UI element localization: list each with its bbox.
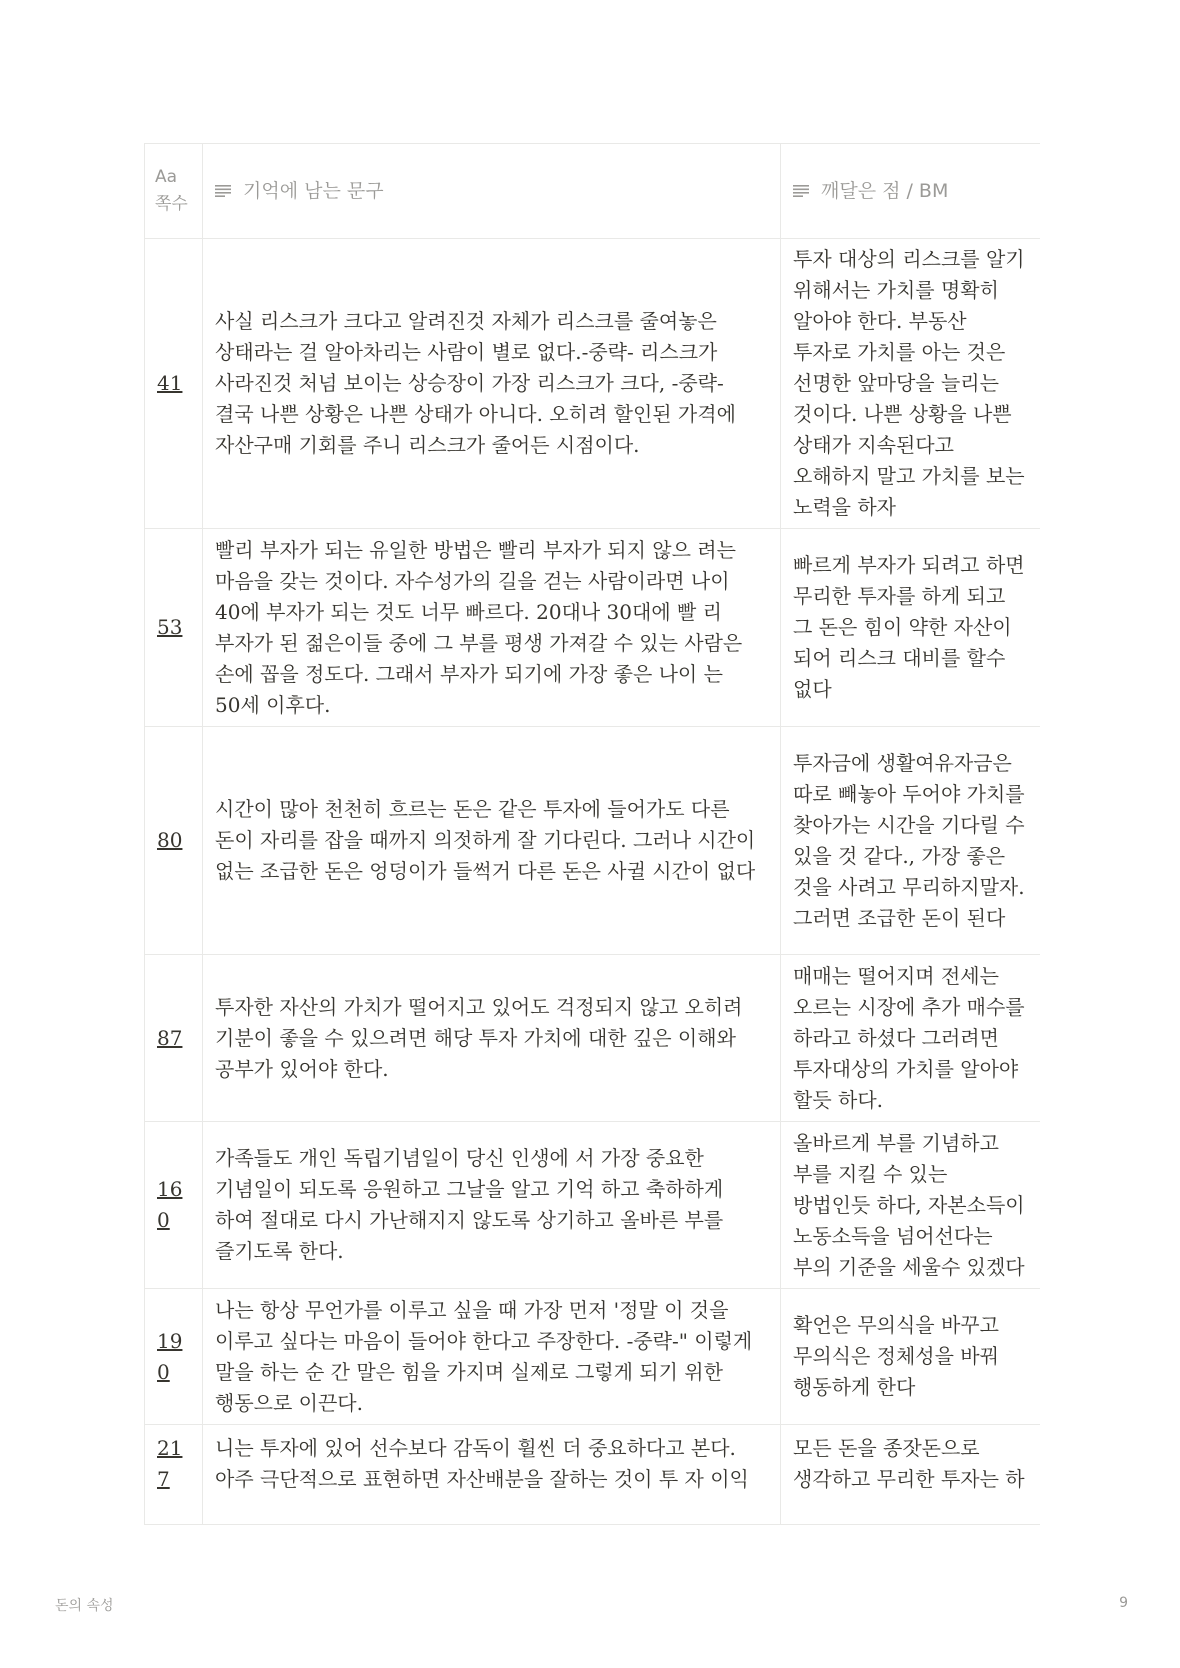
text-property-icon: Aa <box>155 167 178 187</box>
insight-cell[interactable]: 매매는 떨어지며 전세는 오르는 시장에 추가 매수를 하라고 하셨다 그러려면 투자대상의 가치를 알아야 할듯 하다. <box>781 955 1041 1122</box>
column-header-quote-label: 기억에 남는 문구 <box>243 179 384 202</box>
column-header-page-label: 쪽수 <box>155 194 188 214</box>
table-row[interactable] <box>145 1425 1041 1525</box>
notes-table <box>144 143 1040 1525</box>
column-header-insight-label: 깨달은 점 / BM <box>821 179 949 202</box>
insight-cell[interactable]: 올바르게 부를 기념하고 부를 지킬 수 있는 방법인듯 하다, 자본소득이 노동소득을 넘어선다는 부의 기준을 세울수 있겠다 <box>781 1122 1041 1289</box>
footer-page-number: 9 <box>1119 1595 1128 1611</box>
quote-cell[interactable]: 나는 항상 무언가를 이루고 싶을 때 가장 먼저 '정말 이 것을 이루고 싶다는 마음이 들어야 한다고 주장한다. -중략-" 이렇게 말을 하는 순 간 말은 힘을 가지며 실제로 그렇게 되기 위한 행동으로 이끈다. <box>203 1289 781 1425</box>
table-row[interactable] <box>145 727 1041 955</box>
quote-cell[interactable]: 니는 투자에 있어 선수보다 감독이 휠씬 더 중요하다고 본다. 아주 극단적으로 표현하면 자산배분을 잘하는 것이 투 자 이익 <box>203 1425 781 1525</box>
page-number-cell[interactable]: 80 <box>145 727 203 955</box>
quote-cell[interactable]: 시간이 많아 천천히 흐르는 돈은 같은 투자에 들어가도 다른 돈이 자리를 잡을 때까지 의젓하게 잘 기다린다. 그러나 시간이 없는 조급한 돈은 엉덩이가 들썩거 다른 돈은 사귈 시간이 없다 <box>203 727 781 955</box>
table-row[interactable] <box>145 239 1041 529</box>
text-lines-icon <box>793 185 809 197</box>
column-header-quote[interactable] <box>203 144 781 239</box>
column-header-page[interactable] <box>145 144 203 239</box>
table-row[interactable] <box>145 1289 1041 1425</box>
insight-cell[interactable]: 투자금에 생활여유자금은 따로 빼놓아 두어야 가치를 찾아가는 시간을 기다릴 수 있을 것 같다., 가장 좋은 것을 사려고 무리하지말자. 그러면 조급한 돈이 된다 <box>781 727 1041 955</box>
table-row[interactable] <box>145 529 1041 727</box>
insight-cell[interactable]: 빠르게 부자가 되려고 하면 무리한 투자를 하게 되고 그 돈은 힘이 약한 자산이 되어 리스크 대비를 할수 없다 <box>781 529 1041 727</box>
quote-cell[interactable]: 가족들도 개인 독립기념일이 당신 인생에 서 가장 중요한 기념일이 되도록 응원하고 그날을 알고 기억 하고 축하하게 하여 절대로 다시 가난해지지 않도록 상기하고 올바른 부를 즐기도록 한다. <box>203 1122 781 1289</box>
page-number-cell[interactable]: 41 <box>145 239 203 529</box>
insight-cell[interactable]: 모든 돈을 종잣돈으로 생각하고 무리한 투자는 하 <box>781 1425 1041 1525</box>
page-number-cell[interactable]: 53 <box>145 529 203 727</box>
notes-table-container <box>144 143 1040 1530</box>
quote-cell[interactable]: 투자한 자산의 가치가 떨어지고 있어도 걱정되지 않고 오히려 기분이 좋을 수 있으려면 해당 투자 가치에 대한 깊은 이해와 공부가 있어야 한다. <box>203 955 781 1122</box>
text-lines-icon <box>215 185 231 197</box>
page-number-cell[interactable]: 190 <box>145 1289 203 1425</box>
column-header-insight[interactable] <box>781 144 1041 239</box>
insight-cell[interactable]: 확언은 무의식을 바꾸고 무의식은 정체성을 바꿔 행동하게 한다 <box>781 1289 1041 1425</box>
page-number-cell[interactable]: 87 <box>145 955 203 1122</box>
insight-cell[interactable]: 투자 대상의 리스크를 알기 위해서는 가치를 명확히 알아야 한다. 부동산 투자로 가치를 아는 것은 선명한 앞마당을 늘리는 것이다. 나쁜 상황을 나쁜 상태가 지속된다고 오해하지 말고 가치를 보는 노력을 하자 <box>781 239 1041 529</box>
table-header-row <box>145 144 1041 239</box>
quote-cell[interactable]: 사실 리스크가 크다고 알려진것 자체가 리스크를 줄여놓은 상태라는 걸 알아차리는 사람이 별로 없다.-중략- 리스크가 사라진것 처넘 보이는 상승장이 가장 리스크가 크다, -중략- 결국 나쁜 상황은 나쁜 상태가 아니다. 오히려 할인된 가격에 자산구매 기회를 주니 리스크가 줄어든 시점이다. <box>203 239 781 529</box>
page-number-cell[interactable]: 217 <box>145 1425 203 1525</box>
table-row[interactable] <box>145 1122 1041 1289</box>
table-row[interactable] <box>145 955 1041 1122</box>
quote-cell[interactable]: 빨리 부자가 되는 유일한 방법은 빨리 부자가 되지 않으 려는 마음을 갖는 것이다. 자수성가의 길을 걷는 사람이라면 나이 40에 부자가 되는 것도 너무 빠르다. 20대나 30대에 빨 리 부자가 된 젊은이들 중에 그 부를 평생 가져갈 수 있는 사람은 손에 꼽을 정도다. 그래서 부자가 되기에 가장 좋은 나이 는 50세 이후다. <box>203 529 781 727</box>
footer-book-title: 돈의 속성 <box>55 1598 114 1614</box>
page-number-cell[interactable]: 160 <box>145 1122 203 1289</box>
